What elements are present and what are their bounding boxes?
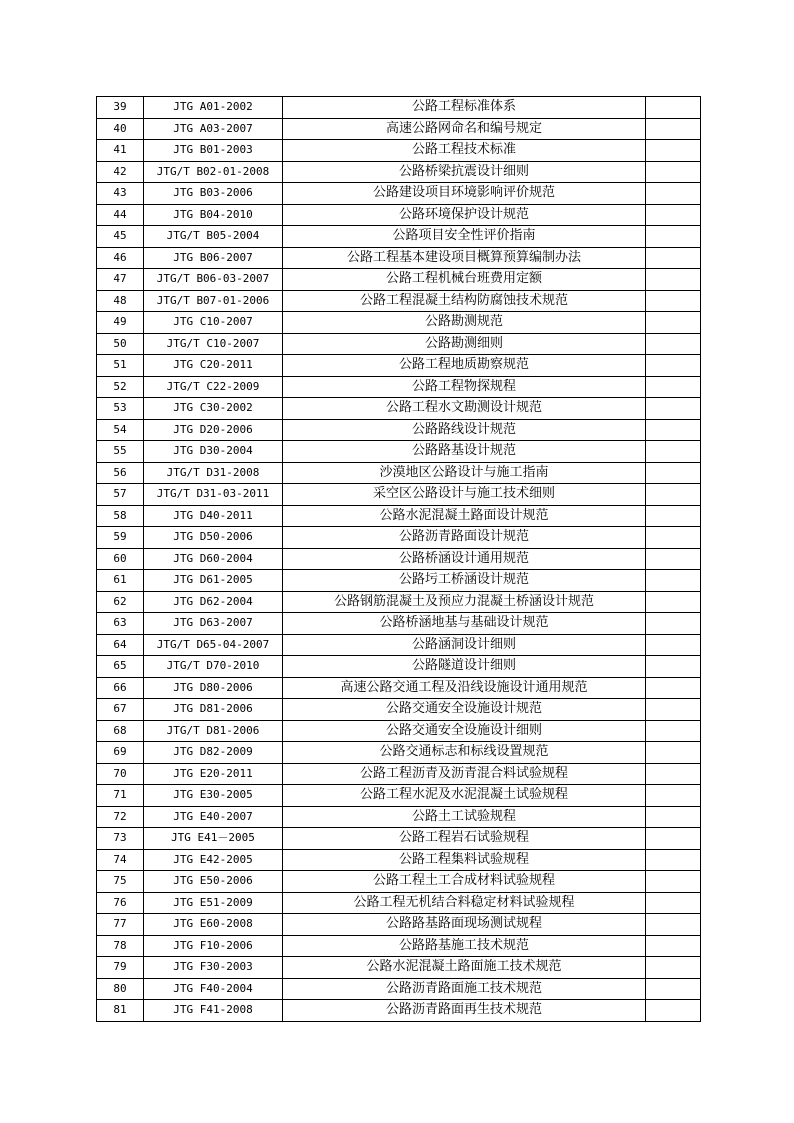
row-number-cell: 69: [97, 742, 144, 764]
standard-code-cell: JTG D30-2004: [144, 441, 283, 463]
table-row: [97, 333, 701, 355]
standard-name-cell: 公路工程岩石试验规程: [283, 828, 646, 850]
remark-cell: [646, 613, 701, 635]
remark-cell: [646, 333, 701, 355]
remark-cell: [646, 290, 701, 312]
row-number-cell: 75: [97, 871, 144, 893]
standard-code-cell: JTG C20-2011: [144, 355, 283, 377]
table-row: [97, 785, 701, 807]
standard-code-cell: JTG/T B05-2004: [144, 226, 283, 248]
row-number-cell: 52: [97, 376, 144, 398]
table-row: [97, 914, 701, 936]
remark-cell: [646, 1000, 701, 1022]
table-row: [97, 935, 701, 957]
row-number-cell: 72: [97, 806, 144, 828]
row-number-cell: 79: [97, 957, 144, 979]
standard-name-cell: 公路工程集料试验规程: [283, 849, 646, 871]
standard-code-cell: JTG E20-2011: [144, 763, 283, 785]
table-row: [97, 656, 701, 678]
standard-code-cell: JTG D80-2006: [144, 677, 283, 699]
standard-name-cell: 高速公路交通工程及沿线设施设计通用规范: [283, 677, 646, 699]
remark-cell: [646, 634, 701, 656]
standard-code-cell: JTG E40-2007: [144, 806, 283, 828]
standard-code-cell: JTG A01-2002: [144, 97, 283, 119]
standard-code-cell: JTG D62-2004: [144, 591, 283, 613]
standard-code-cell: JTG D40-2011: [144, 505, 283, 527]
remark-cell: [646, 226, 701, 248]
standard-name-cell: 公路工程水文勘测设计规范: [283, 398, 646, 420]
table-row: [97, 742, 701, 764]
remark-cell: [646, 527, 701, 549]
remark-cell: [646, 849, 701, 871]
standard-name-cell: 公路工程基本建设项目概算预算编制办法: [283, 247, 646, 269]
row-number-cell: 54: [97, 419, 144, 441]
table-row: [97, 613, 701, 635]
row-number-cell: 67: [97, 699, 144, 721]
standard-name-cell: 公路交通标志和标线设置规范: [283, 742, 646, 764]
remark-cell: [646, 699, 701, 721]
table-row: [97, 677, 701, 699]
standard-code-cell: JTG F10-2006: [144, 935, 283, 957]
row-number-cell: 74: [97, 849, 144, 871]
standard-name-cell: 沙漠地区公路设计与施工指南: [283, 462, 646, 484]
standard-code-cell: JTG D61-2005: [144, 570, 283, 592]
standard-name-cell: 公路桥梁抗震设计细则: [283, 161, 646, 183]
row-number-cell: 62: [97, 591, 144, 613]
remark-cell: [646, 570, 701, 592]
row-number-cell: 39: [97, 97, 144, 119]
standard-code-cell: JTG D82-2009: [144, 742, 283, 764]
remark-cell: [646, 742, 701, 764]
standard-code-cell: JTG C10-2007: [144, 312, 283, 334]
standard-code-cell: JTG D63-2007: [144, 613, 283, 635]
standard-code-cell: JTG B06-2007: [144, 247, 283, 269]
remark-cell: [646, 548, 701, 570]
row-number-cell: 46: [97, 247, 144, 269]
table-row: [97, 355, 701, 377]
standard-name-cell: 公路沥青路面再生技术规范: [283, 1000, 646, 1022]
table-row: [97, 204, 701, 226]
standard-code-cell: JTG D81-2006: [144, 699, 283, 721]
table-row: [97, 441, 701, 463]
standard-name-cell: 公路工程混凝土结构防腐蚀技术规范: [283, 290, 646, 312]
standard-name-cell: 公路桥涵设计通用规范: [283, 548, 646, 570]
standard-code-cell: JTG B03-2006: [144, 183, 283, 205]
standard-name-cell: 公路土工试验规程: [283, 806, 646, 828]
table-row: [97, 118, 701, 140]
standard-code-cell: JTG C30-2002: [144, 398, 283, 420]
standard-code-cell: JTG D20-2006: [144, 419, 283, 441]
row-number-cell: 53: [97, 398, 144, 420]
remark-cell: [646, 183, 701, 205]
table-row: [97, 97, 701, 119]
standard-name-cell: 公路工程土工合成材料试验规程: [283, 871, 646, 893]
standard-code-cell: JTG E30-2005: [144, 785, 283, 807]
standard-code-cell: JTG/T C10-2007: [144, 333, 283, 355]
remark-cell: [646, 591, 701, 613]
standard-code-cell: JTG D50-2006: [144, 527, 283, 549]
remark-cell: [646, 806, 701, 828]
standard-code-cell: JTG/T D31-03-2011: [144, 484, 283, 506]
row-number-cell: 63: [97, 613, 144, 635]
table-row: [97, 978, 701, 1000]
table-row: [97, 161, 701, 183]
standard-name-cell: 公路圬工桥涵设计规范: [283, 570, 646, 592]
table-row: [97, 871, 701, 893]
row-number-cell: 47: [97, 269, 144, 291]
standard-code-cell: JTG/T D81-2006: [144, 720, 283, 742]
row-number-cell: 42: [97, 161, 144, 183]
row-number-cell: 80: [97, 978, 144, 1000]
standard-code-cell: JTG/T D65-04-2007: [144, 634, 283, 656]
row-number-cell: 81: [97, 1000, 144, 1022]
row-number-cell: 50: [97, 333, 144, 355]
standard-code-cell: JTG E60-2008: [144, 914, 283, 936]
standard-name-cell: 公路工程技术标准: [283, 140, 646, 162]
standard-name-cell: 公路交通安全设施设计规范: [283, 699, 646, 721]
remark-cell: [646, 462, 701, 484]
row-number-cell: 78: [97, 935, 144, 957]
standard-name-cell: 公路项目安全性评价指南: [283, 226, 646, 248]
standard-code-cell: JTG E50-2006: [144, 871, 283, 893]
row-number-cell: 73: [97, 828, 144, 850]
table-row: [97, 376, 701, 398]
table-row: [97, 570, 701, 592]
standard-name-cell: 公路沥青路面设计规范: [283, 527, 646, 549]
standards-table-body: [97, 97, 701, 1022]
standard-code-cell: JTG F41-2008: [144, 1000, 283, 1022]
row-number-cell: 70: [97, 763, 144, 785]
remark-cell: [646, 785, 701, 807]
row-number-cell: 64: [97, 634, 144, 656]
table-row: [97, 398, 701, 420]
row-number-cell: 65: [97, 656, 144, 678]
remark-cell: [646, 419, 701, 441]
standard-code-cell: JTG/T D70-2010: [144, 656, 283, 678]
standard-name-cell: 公路工程地质勘察规范: [283, 355, 646, 377]
remark-cell: [646, 871, 701, 893]
table-row: [97, 763, 701, 785]
remark-cell: [646, 312, 701, 334]
remark-cell: [646, 505, 701, 527]
remark-cell: [646, 935, 701, 957]
standard-code-cell: JTG/T C22-2009: [144, 376, 283, 398]
standard-name-cell: 高速公路网命名和编号规定: [283, 118, 646, 140]
row-number-cell: 43: [97, 183, 144, 205]
table-row: [97, 828, 701, 850]
standard-code-cell: JTG/T B02-01-2008: [144, 161, 283, 183]
row-number-cell: 68: [97, 720, 144, 742]
row-number-cell: 60: [97, 548, 144, 570]
standard-name-cell: 公路桥涵地基与基础设计规范: [283, 613, 646, 635]
remark-cell: [646, 97, 701, 119]
remark-cell: [646, 957, 701, 979]
standard-code-cell: JTG E41－2005: [144, 828, 283, 850]
remark-cell: [646, 355, 701, 377]
table-row: [97, 1000, 701, 1022]
table-row: [97, 484, 701, 506]
row-number-cell: 59: [97, 527, 144, 549]
table-row: [97, 183, 701, 205]
remark-cell: [646, 914, 701, 936]
remark-cell: [646, 118, 701, 140]
standard-name-cell: 公路工程沥青及沥青混合料试验规程: [283, 763, 646, 785]
standard-name-cell: 公路路基设计规范: [283, 441, 646, 463]
standard-name-cell: 公路水泥混凝土路面设计规范: [283, 505, 646, 527]
standard-code-cell: JTG F30-2003: [144, 957, 283, 979]
remark-cell: [646, 656, 701, 678]
table-row: [97, 548, 701, 570]
remark-cell: [646, 484, 701, 506]
table-row: [97, 312, 701, 334]
standard-code-cell: JTG B01-2003: [144, 140, 283, 162]
table-row: [97, 247, 701, 269]
remark-cell: [646, 204, 701, 226]
table-row: [97, 505, 701, 527]
standard-code-cell: JTG E51-2009: [144, 892, 283, 914]
remark-cell: [646, 398, 701, 420]
row-number-cell: 76: [97, 892, 144, 914]
row-number-cell: 71: [97, 785, 144, 807]
standard-code-cell: JTG/T D31-2008: [144, 462, 283, 484]
table-row: [97, 892, 701, 914]
row-number-cell: 56: [97, 462, 144, 484]
standard-name-cell: 公路路基施工技术规范: [283, 935, 646, 957]
standard-name-cell: 公路建设项目环境影响评价规范: [283, 183, 646, 205]
standard-name-cell: 采空区公路设计与施工技术细则: [283, 484, 646, 506]
remark-cell: [646, 441, 701, 463]
row-number-cell: 45: [97, 226, 144, 248]
standard-code-cell: JTG/T B07-01-2006: [144, 290, 283, 312]
table-row: [97, 957, 701, 979]
standard-code-cell: JTG/T B06-03-2007: [144, 269, 283, 291]
table-row: [97, 720, 701, 742]
standard-code-cell: JTG D60-2004: [144, 548, 283, 570]
table-row: [97, 591, 701, 613]
table-row: [97, 806, 701, 828]
row-number-cell: 49: [97, 312, 144, 334]
row-number-cell: 55: [97, 441, 144, 463]
standard-code-cell: JTG A03-2007: [144, 118, 283, 140]
standard-name-cell: 公路工程无机结合料稳定材料试验规程: [283, 892, 646, 914]
table-row: [97, 419, 701, 441]
row-number-cell: 44: [97, 204, 144, 226]
standard-code-cell: JTG E42-2005: [144, 849, 283, 871]
remark-cell: [646, 978, 701, 1000]
standard-name-cell: 公路隧道设计细则: [283, 656, 646, 678]
table-row: [97, 226, 701, 248]
remark-cell: [646, 247, 701, 269]
remark-cell: [646, 140, 701, 162]
standard-name-cell: 公路钢筋混凝土及预应力混凝土桥涵设计规范: [283, 591, 646, 613]
standard-name-cell: 公路路线设计规范: [283, 419, 646, 441]
table-row: [97, 269, 701, 291]
standard-name-cell: 公路勘测规范: [283, 312, 646, 334]
standard-code-cell: JTG F40-2004: [144, 978, 283, 1000]
standard-name-cell: 公路水泥混凝土路面施工技术规范: [283, 957, 646, 979]
remark-cell: [646, 892, 701, 914]
table-row: [97, 140, 701, 162]
remark-cell: [646, 763, 701, 785]
remark-cell: [646, 161, 701, 183]
table-row: [97, 699, 701, 721]
standard-name-cell: 公路工程机械台班费用定额: [283, 269, 646, 291]
table-row: [97, 849, 701, 871]
row-number-cell: 57: [97, 484, 144, 506]
standard-name-cell: 公路工程水泥及水泥混凝土试验规程: [283, 785, 646, 807]
standard-name-cell: 公路工程标准体系: [283, 97, 646, 119]
standard-name-cell: 公路交通安全设施设计细则: [283, 720, 646, 742]
standard-name-cell: 公路路基路面现场测试规程: [283, 914, 646, 936]
row-number-cell: 48: [97, 290, 144, 312]
standard-name-cell: 公路工程物探规程: [283, 376, 646, 398]
table-row: [97, 462, 701, 484]
standard-code-cell: JTG B04-2010: [144, 204, 283, 226]
row-number-cell: 61: [97, 570, 144, 592]
standard-name-cell: 公路沥青路面施工技术规范: [283, 978, 646, 1000]
standard-name-cell: 公路涵洞设计细则: [283, 634, 646, 656]
standard-name-cell: 公路环境保护设计规范: [283, 204, 646, 226]
remark-cell: [646, 828, 701, 850]
remark-cell: [646, 720, 701, 742]
remark-cell: [646, 376, 701, 398]
table-row: [97, 527, 701, 549]
row-number-cell: 51: [97, 355, 144, 377]
row-number-cell: 41: [97, 140, 144, 162]
table-row: [97, 290, 701, 312]
row-number-cell: 66: [97, 677, 144, 699]
standard-name-cell: 公路勘测细则: [283, 333, 646, 355]
row-number-cell: 58: [97, 505, 144, 527]
row-number-cell: 77: [97, 914, 144, 936]
row-number-cell: 40: [97, 118, 144, 140]
standards-table: [96, 96, 701, 1022]
remark-cell: [646, 269, 701, 291]
remark-cell: [646, 677, 701, 699]
table-row: [97, 634, 701, 656]
